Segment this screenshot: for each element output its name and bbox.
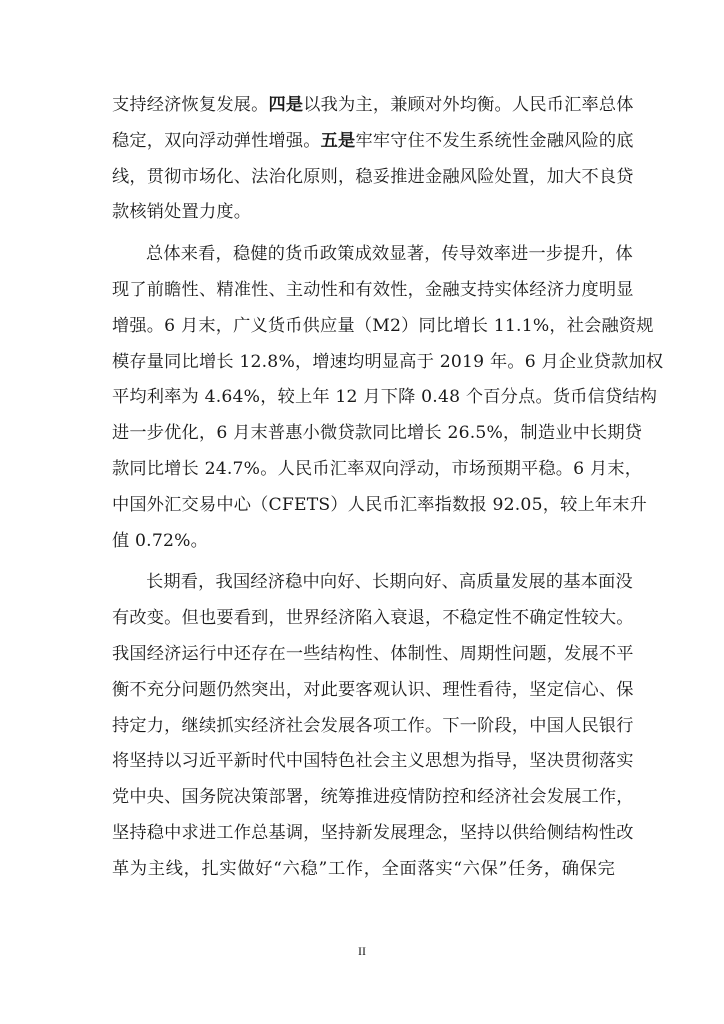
- text-span: 模存量同比增长 12.8%，增速均明显高于 2019 年。6 月企业贷款加权: [112, 351, 664, 372]
- text-line: [112, 345, 664, 381]
- text-line: [112, 273, 634, 309]
- text-line: [112, 416, 643, 452]
- text-span: 革为主线，扎实做好“六稳”工作，全面落实“六保”任务，确保完: [112, 858, 615, 879]
- text-line: [112, 309, 654, 345]
- text-span: 稳定，双向浮动弹性增强。: [112, 130, 321, 151]
- text-span: 衡不充分问题仍然突出，对此要客观认识、理性看待，坚定信心、保: [112, 679, 634, 700]
- text-span: 有改变。但也要看到，世界经济陷入衰退，不稳定性不确定性较大。: [112, 608, 634, 629]
- text-line: [112, 452, 643, 488]
- text-span: 党中央、国务院决策部署，统筹推进疫情防控和经济社会发展工作，: [112, 787, 634, 808]
- text-line: [112, 565, 633, 601]
- text-span: 进一步优化，6 月末普惠小微贷款同比增长 26.5%，制造业中长期贷: [112, 423, 643, 444]
- text-line: [112, 601, 634, 637]
- text-line: [112, 816, 634, 852]
- paragraph-3: [112, 565, 634, 887]
- text-span: 线，贯彻市场化、法治化原则，稳妥推进金融风险处置，加大不良贷: [112, 166, 634, 187]
- text-span: 总体来看，稳健的货币政策成效显著，传导效率进一步提升，体: [146, 244, 633, 265]
- text-span: 款核销处置力度。: [112, 202, 252, 223]
- text-span: 现了前瞻性、精准性、主动性和有效性，金融支持实体经济力度明显: [112, 279, 634, 300]
- text-line: [112, 524, 615, 560]
- text-line: [112, 637, 634, 673]
- text-span: 以我为主，兼顾对外均衡。人民币汇率总体: [303, 95, 634, 115]
- text-line: [112, 744, 634, 780]
- text-span: 长期看，我国经济稳中向好、长期向好、高质量发展的基本面没: [146, 572, 633, 593]
- text-span: 款同比增长 24.7%。人民币汇率双向浮动，市场预期平稳。6 月末，: [112, 458, 643, 479]
- text-line: [112, 88, 634, 124]
- paragraph-1: [112, 88, 634, 231]
- text-span: 将坚持以习近平新时代中国特色社会主义思想为指导，坚决贯彻落实: [112, 751, 634, 772]
- text-span: 持定力，继续抓实经济社会发展各项工作。下一阶段，中国人民银行: [112, 715, 634, 736]
- text-span: 中国外汇交易中心（CFETS）人民币汇率指数报 92.05，较上年末升: [112, 494, 648, 515]
- page-number: II: [358, 944, 366, 958]
- text-line: [112, 380, 658, 416]
- bold-marker: 四是: [268, 95, 304, 115]
- text-line: [112, 195, 615, 231]
- document-body: [112, 88, 664, 888]
- text-span: 我国经济运行中还存在一些结构性、体制性、周期性问题，发展不平: [112, 643, 634, 664]
- text-line: [112, 780, 634, 816]
- text-span: 牢牢守住不发生系统性金融风险的底: [355, 130, 634, 151]
- text-span: 坚持稳中求进工作总基调，坚持新发展理念，坚持以供给侧结构性改: [112, 822, 634, 843]
- text-line: [112, 673, 634, 709]
- text-line: [112, 160, 634, 196]
- paragraph-2: [112, 237, 664, 559]
- text-line: [112, 488, 648, 524]
- bold-marker: 五是: [320, 130, 356, 151]
- text-line: [112, 852, 615, 888]
- text-line: [112, 124, 634, 160]
- text-span: 增强。6 月末，广义货币供应量（M2）同比增长 11.1%，社会融资规: [112, 315, 654, 336]
- text-span: 支持经济恢复发展。: [112, 95, 269, 115]
- text-span: 值 0.72%。: [112, 530, 209, 551]
- text-line: [112, 709, 634, 745]
- text-line: [112, 237, 633, 273]
- text-span: 平均利率为 4.64%，较上年 12 月下降 0.48 个百分点。货币信贷结构: [112, 387, 658, 408]
